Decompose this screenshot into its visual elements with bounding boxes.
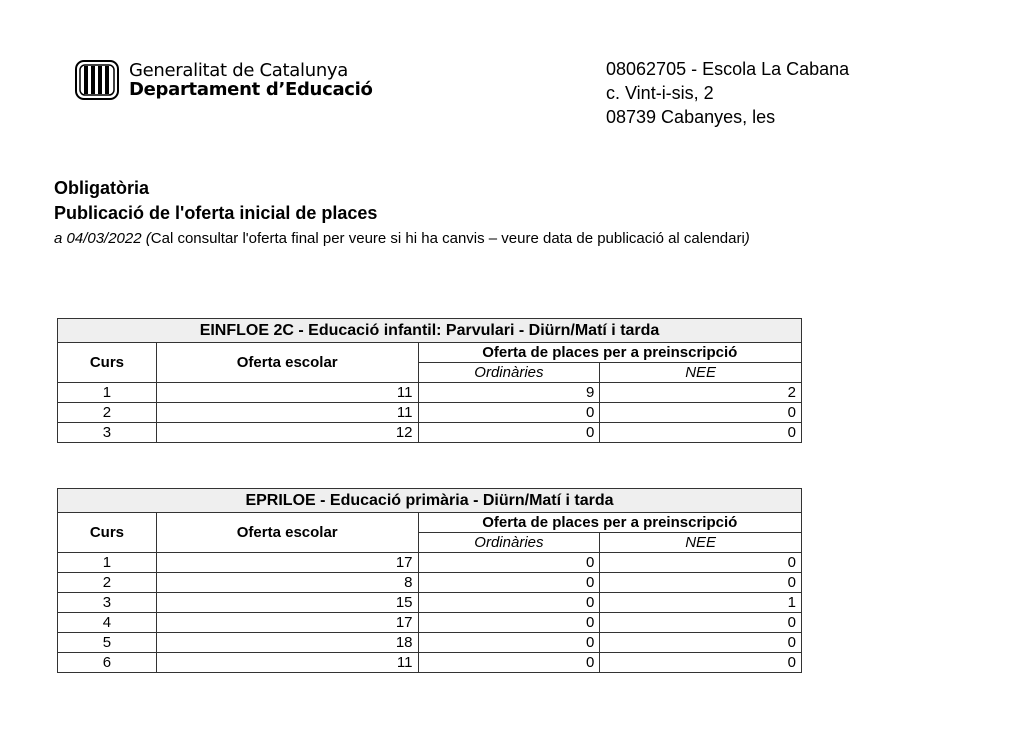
cell-nee: 2 [600,383,802,403]
cell-nee: 0 [600,653,802,673]
table-primaria [57,488,802,673]
cell-oferta-escolar: 15 [156,593,418,613]
col-ordinaries: Ordinàries [418,363,600,383]
table-row [58,613,802,633]
generalitat-emblem-icon [75,60,119,100]
cell-nee: 0 [600,633,802,653]
title-line2: Publicació de l'oferta inicial de places [54,203,378,223]
cell-curs: 5 [58,633,157,653]
col-nee: NEE [600,533,802,553]
logo-line2: Departament d’Educació [129,79,373,100]
cell-nee: 1 [600,593,802,613]
cell-nee: 0 [600,403,802,423]
cell-oferta-escolar: 11 [156,403,418,423]
cell-curs: 3 [58,423,157,443]
cell-nee: 0 [600,573,802,593]
cell-oferta-escolar: 12 [156,423,418,443]
col-curs: Curs [58,343,157,383]
cell-oferta-escolar: 18 [156,633,418,653]
table-title: EINFLOE 2C - Educació infantil: Parvulari - Diürn/Matí i tarda [58,319,802,343]
cell-ordinaries: 0 [418,403,600,423]
cell-nee: 0 [600,613,802,633]
table-row [58,573,802,593]
cell-ordinaries: 0 [418,613,600,633]
cell-ordinaries: 0 [418,423,600,443]
logo [75,60,373,100]
note: Cal consultar l'oferta final per veure si hi ha canvis – veure data de publicació al calendari [150,230,745,247]
col-preinscripcio: Oferta de places per a preinscripció [418,513,802,533]
table-row [58,423,802,443]
cell-ordinaries: 9 [418,383,600,403]
cell-ordinaries: 0 [418,593,600,613]
cell-curs: 4 [58,613,157,633]
table-row [58,633,802,653]
subtitle [54,230,750,247]
cell-curs: 6 [58,653,157,673]
cell-nee: 0 [600,553,802,573]
table-row [58,553,802,573]
cell-ordinaries: 0 [418,653,600,673]
cell-oferta-escolar: 11 [156,653,418,673]
cell-ordinaries: 0 [418,553,600,573]
school-name: 08062705 - Escola La Cabana [606,59,850,79]
table-row [58,593,802,613]
col-preinscripcio: Oferta de places per a preinscripció [418,343,802,363]
col-nee: NEE [600,363,802,383]
school-city: 08739 Cabanyes, les [606,107,776,127]
cell-oferta-escolar: 11 [156,383,418,403]
paren-open: ( [141,230,151,247]
cell-curs: 1 [58,383,157,403]
page-title [54,176,377,226]
col-ordinaries: Ordinàries [418,533,600,553]
publication-date: a 04/03/2022 [54,230,142,247]
cell-curs: 1 [58,553,157,573]
cell-oferta-escolar: 8 [156,573,418,593]
table-row [58,653,802,673]
table-row [58,403,802,423]
school-street: c. Vint-i-sis, 2 [606,83,714,103]
logo-line1: Generalitat de Catalunya [129,60,349,81]
table-row [58,383,802,403]
col-oferta: Oferta escolar [156,513,418,553]
col-oferta: Oferta escolar [156,343,418,383]
cell-curs: 2 [58,403,157,423]
table-title: EPRILOE - Educació primària - Diürn/Matí i tarda [58,489,802,513]
cell-oferta-escolar: 17 [156,613,418,633]
cell-nee: 0 [600,423,802,443]
cell-oferta-escolar: 17 [156,553,418,573]
school-address [606,57,849,129]
cell-ordinaries: 0 [418,633,600,653]
cell-curs: 3 [58,593,157,613]
cell-ordinaries: 0 [418,573,600,593]
table-infantil [57,318,802,443]
paren-close: ) [744,230,750,247]
title-line1: Obligatòria [54,178,150,198]
cell-curs: 2 [58,573,157,593]
col-curs: Curs [58,513,157,553]
